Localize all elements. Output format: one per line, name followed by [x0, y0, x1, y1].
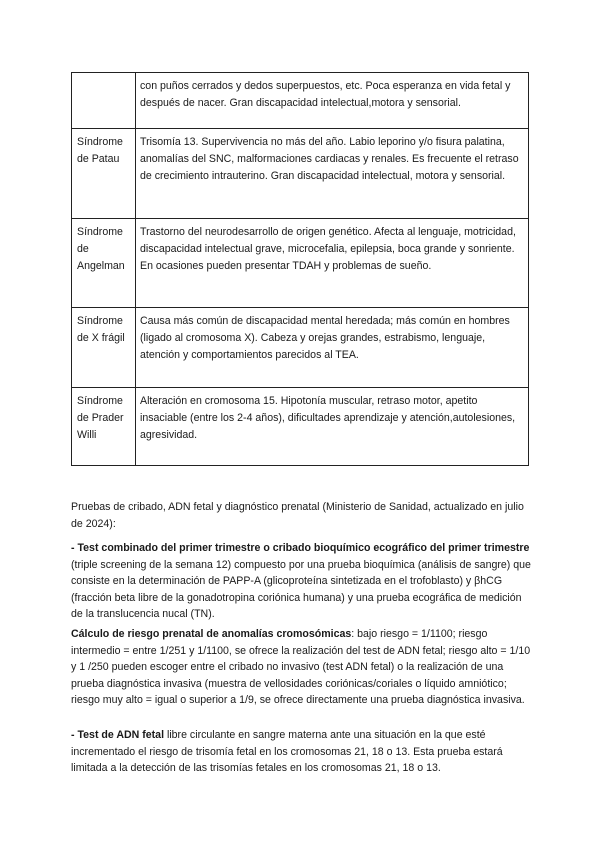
table-row — [72, 129, 529, 219]
syndrome-name: Síndrome de Prader Willi — [72, 388, 136, 466]
calculo-riesgo-title: Cálculo de riesgo prenatal de anomalías cromosómicas — [71, 628, 352, 640]
table-row — [72, 388, 529, 466]
table-row — [72, 308, 529, 388]
table-row — [72, 73, 529, 129]
intro-text: Pruebas de cribado, ADN fetal y diagnóstico prenatal (Ministerio de Sanidad, actualizado en julio de 2024): — [71, 501, 524, 530]
syndrome-description: Trastorno del neurodesarrollo de origen genético. Afecta al lenguaje, motricidad, discapacidad intelectual grave, microcefalia, epilepsia, boca grande y sonriente. En ocasiones pueden presentar TDAH y problemas de sueño. — [136, 219, 529, 308]
test-combinado-title: Test combinado del primer trimestre o cribado bioquímico ecográfico del primer trimestre — [77, 542, 530, 554]
syndromes-table — [71, 72, 529, 466]
test-adn-paragraph — [71, 727, 531, 777]
syndrome-description: Trisomía 13. Supervivencia no más del año. Labio leporino y/o fisura palatina, anomalías del SNC, malformaciones cardiacas y renales. Es frecuente el retraso de crecimiento intrauterino. Gran discapacidad intelectual, motora y sensorial. — [136, 129, 529, 219]
test-combinado-text: (triple screening de la semana 12) compuesto por una prueba bioquímica (análisis de sangre) que consiste en la determinación de PAPP-A (glicoproteína sintetizada en el trofoblasto) y βhCG (fracción beta libre de la gonadotropina coriónica humana) y una prueba ecográfica de medición de la translucencia nucal (TN). — [71, 558, 531, 620]
bullet-dash: - — [71, 542, 78, 554]
syndrome-name: Síndrome de X frágil — [72, 308, 136, 388]
bullet-dash: - — [71, 729, 78, 741]
intro-paragraph — [71, 499, 531, 532]
syndrome-name — [72, 73, 136, 129]
test-adn-title: Test de ADN fetal — [77, 729, 165, 741]
syndrome-description: Alteración en cromosoma 15. Hipotonía muscular, retraso motor, apetito insaciable (entre los 2-4 años), dificultades aprendizaje y atención,autolesiones, agresividad. — [136, 388, 529, 466]
syndrome-description: con puños cerrados y dedos superpuestos, etc. Poca esperanza en vida fetal y después de nacer. Gran discapacidad intelectual,motora y sensorial. — [136, 73, 529, 129]
syndrome-description: Causa más común de discapacidad mental heredada; más común en hombres (ligado al cromosoma X). Cabeza y orejas grandes, estrabismo, lenguaje, atención y comportamientos parecidos al TEA. — [136, 308, 529, 388]
test-combinado-paragraph — [71, 540, 531, 623]
test-adn-text: libre circulante en sangre materna ante una situación en la que esté incrementado el riesgo de trisomía fetal en los cromosomas 21, 18 o 13. Esta prueba estará limitada a la detección de las trisomías fetales en los cromosomas 21, 18 o 13. — [71, 729, 503, 774]
table-row — [72, 219, 529, 308]
syndrome-name: Síndrome de Angelman — [72, 219, 136, 308]
calculo-riesgo-text: : bajo riesgo = 1/1100; riesgo intermedio = entre 1/251 y 1/1100, se ofrece la realización del test de ADN fetal; riesgo alto = 1/10 y 1 /250 pueden escoger entre el cribado no invasivo (test ADN fetal) o la realización de una prueba diagnóstica invasiva (muestra de vellosidades coriónicas/coriales o líquido amniótico; riesgo muy alto = igual o superior a 1/9, se ofrece directamente una prueba diagnóstica invasiva. — [71, 628, 531, 706]
syndrome-name: Síndrome de Patau — [72, 129, 136, 219]
calculo-riesgo-paragraph — [71, 626, 531, 709]
